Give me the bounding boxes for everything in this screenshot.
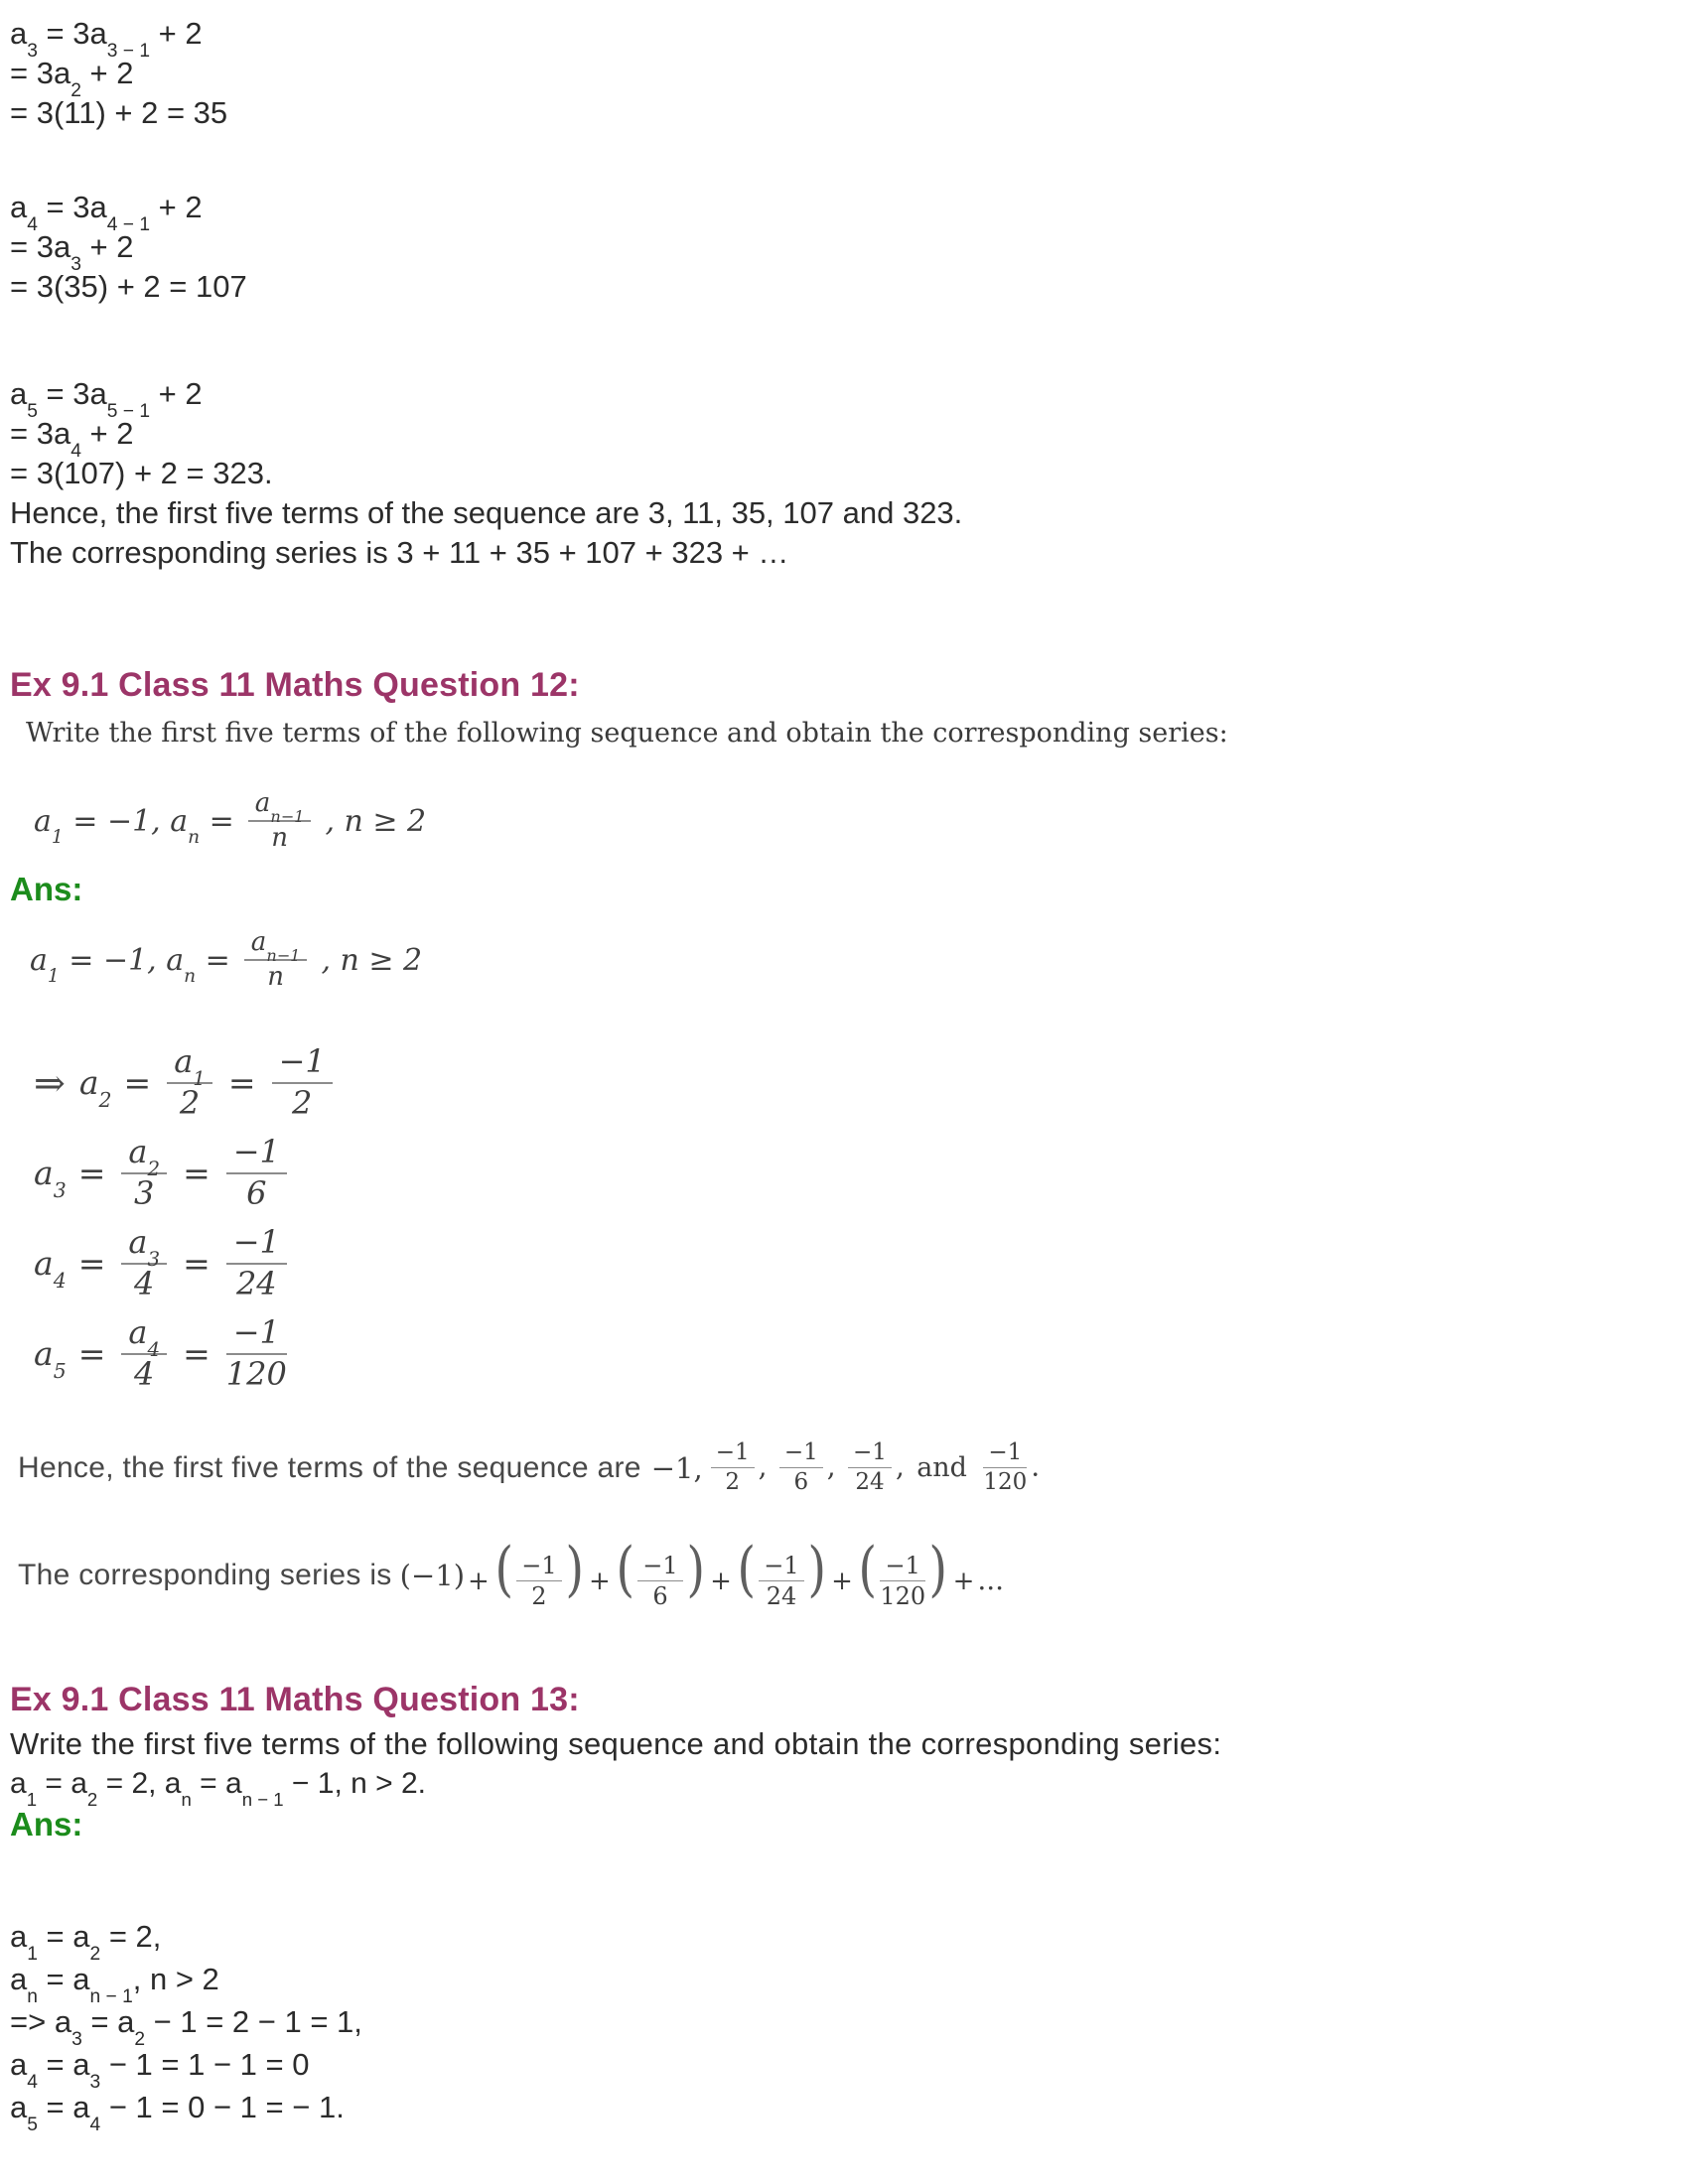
equation-line: $a_5 = 3a_{5 - 1} + 2$ xyxy=(10,376,203,422)
fraction-denominator: 120 xyxy=(983,1468,1028,1495)
close-paren: ) xyxy=(807,1534,826,1604)
first-term: −1, xyxy=(650,1450,703,1485)
fraction-numerator: $a_2$ xyxy=(121,1135,167,1174)
fraction-numerator: −1 xyxy=(226,1225,287,1265)
derivation-block xyxy=(10,1037,1688,1399)
fraction xyxy=(167,1041,212,1122)
formula-post: , n ≥ 2 xyxy=(321,942,423,978)
answer-label-q12: Ans: xyxy=(10,871,83,907)
series-first-term: (−1) xyxy=(399,1558,466,1592)
equation-line: = $3a_3 + 2$ xyxy=(10,229,134,275)
open-paren: ( xyxy=(737,1534,756,1604)
fraction xyxy=(226,1222,287,1302)
derivation-lhs: $a_4$ xyxy=(34,1244,67,1294)
plus-sign: + xyxy=(952,1566,975,1596)
derivation-row xyxy=(10,1308,1688,1399)
open-paren: ( xyxy=(494,1534,513,1604)
equation-line: = 3(11) + 2 = 35 xyxy=(10,95,228,130)
formula-pre: $a_1 = -1$, $a_n$ = xyxy=(30,942,230,987)
plus-sign: + xyxy=(589,1566,611,1596)
equation-block-a5 xyxy=(10,374,1688,493)
period: . xyxy=(1031,1449,1041,1483)
fraction-denominator: 6 xyxy=(793,1468,809,1495)
equation-line: $a_n = a_{n - 1}$, n > 2 xyxy=(10,1962,219,2008)
equation-line: $a_4 = a_3 - 1 = 1 - 1 = 0$ xyxy=(10,2047,310,2094)
equation-line: $a_5 = a_4 - 1 = 0 - 1$ = − 1. xyxy=(10,2090,345,2136)
equals-sign: = xyxy=(183,1244,211,1283)
fraction xyxy=(711,1440,755,1496)
fraction-denominator: 2 xyxy=(291,1083,313,1122)
hence-sentence-q11: Hence, the first five terms of the sequence are 3, 11, 35, 107 and 323. xyxy=(10,495,963,530)
fraction-numerator: −1 xyxy=(226,1135,287,1174)
fraction-numerator: −1 xyxy=(226,1315,287,1355)
fraction-numerator: $a_1$ xyxy=(167,1044,212,1084)
fraction-numerator: −1 xyxy=(711,1440,755,1468)
fraction-denominator: 2 xyxy=(725,1468,740,1495)
comma-separator: , xyxy=(826,1449,836,1483)
question-13-solution-block xyxy=(10,1915,1688,2136)
question-12-formula-repeat xyxy=(10,918,1688,1002)
equals-sign: = xyxy=(183,1154,211,1192)
fraction xyxy=(759,1553,803,1610)
fraction-denominator: 120 xyxy=(225,1354,287,1393)
fraction-denominator: 4 xyxy=(134,1354,155,1393)
equation-line: = $3a_4 + 2$ xyxy=(10,416,134,462)
fraction xyxy=(225,1312,287,1393)
fraction-denominator: 2 xyxy=(179,1083,201,1122)
close-paren: ) xyxy=(685,1534,705,1604)
equals-sign: = xyxy=(227,1063,256,1102)
answer-label-q13: Ans: xyxy=(10,1806,83,1843)
formula-pre: $a_1 = -1$, $a_n$ = xyxy=(34,803,234,848)
derivation-row xyxy=(10,1128,1688,1218)
fraction-numerator: −1 xyxy=(516,1553,561,1581)
equation-block-a3 xyxy=(10,14,1688,133)
fraction-denominator: n xyxy=(267,962,284,992)
and-word: and xyxy=(916,1451,967,1483)
fraction xyxy=(121,1222,167,1302)
implies-arrow-icon: ⇒ xyxy=(34,1060,66,1105)
question-13-heading: Ex 9.1 Class 11 Maths Question 13: xyxy=(10,1681,580,1719)
fraction-numerator: −1 xyxy=(272,1044,333,1084)
question-12-formula xyxy=(10,779,1688,863)
equation-line: = $3a_2 + 2$ xyxy=(10,56,134,101)
formula-post: , n ≥ 2 xyxy=(325,803,427,839)
series-sentence-q12 xyxy=(10,1534,1688,1610)
equals-sign: = xyxy=(77,1334,106,1373)
fraction-numerator: −1 xyxy=(983,1440,1027,1468)
equation-line: = 3(107) + 2 = 323. xyxy=(10,456,273,490)
fraction-denominator: 3 xyxy=(134,1173,155,1212)
question-12-heading: Ex 9.1 Class 11 Maths Question 12: xyxy=(10,666,580,704)
fraction xyxy=(121,1312,167,1393)
close-paren: ) xyxy=(928,1534,948,1604)
equals-sign: = xyxy=(77,1244,106,1283)
equation-line: $a_3 = 3a_{3 - 1} + 2$ xyxy=(10,16,203,62)
derivation-lhs: $a_5$ xyxy=(34,1334,67,1384)
hence-sentence-q12 xyxy=(10,1440,1688,1496)
fraction-denominator: 24 xyxy=(766,1581,797,1610)
derivation-row xyxy=(10,1218,1688,1308)
fraction-denominator: 24 xyxy=(855,1468,885,1495)
fraction xyxy=(516,1553,561,1610)
derivation-lhs: $a_2$ xyxy=(78,1063,112,1113)
fraction-numerator: −1 xyxy=(779,1440,823,1468)
fraction-denominator: 4 xyxy=(134,1264,155,1302)
series-lead-text: The corresponding series is xyxy=(18,1558,392,1591)
fraction-denominator: n xyxy=(271,823,288,853)
equation-line: $a_1 = a_2 = 2$, xyxy=(10,1919,162,1966)
fraction-denominator: 6 xyxy=(246,1173,267,1212)
comma-separator: , xyxy=(758,1449,768,1483)
equals-sign: = xyxy=(183,1334,211,1373)
question-13-given: $a_1 = a_2 = 2$, $a_n = a_{n - 1} - 1$, n > 2. xyxy=(10,1767,427,1810)
fraction xyxy=(637,1553,682,1610)
question-13-text: Write the first five terms of the following sequence and obtain the corresponding series: xyxy=(10,1726,1222,1762)
equation-line: = 3(35) + 2 = 107 xyxy=(10,269,247,304)
fraction-numerator: $a_{n-1}$ xyxy=(248,789,312,822)
plus-sign: + xyxy=(831,1566,853,1596)
fraction xyxy=(880,1553,925,1610)
open-paren: ( xyxy=(616,1534,634,1604)
comma-separator: , xyxy=(895,1449,905,1483)
fraction-denominator: 120 xyxy=(880,1581,926,1610)
fraction xyxy=(272,1041,333,1122)
close-paren: ) xyxy=(564,1534,584,1604)
equals-sign: = xyxy=(77,1154,106,1192)
open-paren: ( xyxy=(858,1534,877,1604)
series-sentence-q11: The corresponding series is 3 + 11 + 35 + 107 + 323 + … xyxy=(10,535,789,570)
equation-block-a4 xyxy=(10,188,1688,307)
fraction xyxy=(848,1440,892,1496)
series-fraction-terms xyxy=(465,1534,1005,1610)
equation-line: => $a_3 = a_2 - 1 = 2 - 1 = 1$, xyxy=(10,2004,362,2051)
fraction-numerator: $a_3$ xyxy=(121,1225,167,1265)
fraction-numerator: −1 xyxy=(637,1553,682,1581)
plus-sign: + xyxy=(468,1566,490,1596)
derivation-row xyxy=(10,1037,1688,1128)
hence-fractions xyxy=(707,1440,1040,1496)
fraction-numerator: −1 xyxy=(848,1440,892,1468)
plus-sign: + xyxy=(710,1566,732,1596)
fraction xyxy=(244,928,308,992)
equals-sign: = xyxy=(123,1063,152,1102)
fraction-numerator: $a_4$ xyxy=(121,1315,167,1355)
fraction-numerator: −1 xyxy=(759,1553,803,1581)
fraction xyxy=(248,789,312,853)
fraction-numerator: −1 xyxy=(880,1553,925,1581)
fraction-denominator: 2 xyxy=(531,1581,547,1610)
fraction xyxy=(226,1132,287,1212)
fraction xyxy=(983,1440,1027,1496)
fraction-denominator: 6 xyxy=(652,1581,668,1610)
fraction xyxy=(779,1440,823,1496)
fraction-numerator: $a_{n-1}$ xyxy=(244,928,308,961)
derivation-lhs: $a_3$ xyxy=(34,1154,67,1203)
ellipsis: ... xyxy=(977,1563,1005,1596)
question-12-text: Write the first five terms of the following sequence and obtain the corresponding series: xyxy=(26,718,1228,749)
fraction-denominator: 24 xyxy=(235,1264,277,1302)
hence-lead-text: Hence, the first five terms of the sequence are xyxy=(18,1450,641,1484)
fraction xyxy=(121,1132,167,1212)
equation-line: $a_4 = 3a_{4 - 1} + 2$ xyxy=(10,190,203,235)
